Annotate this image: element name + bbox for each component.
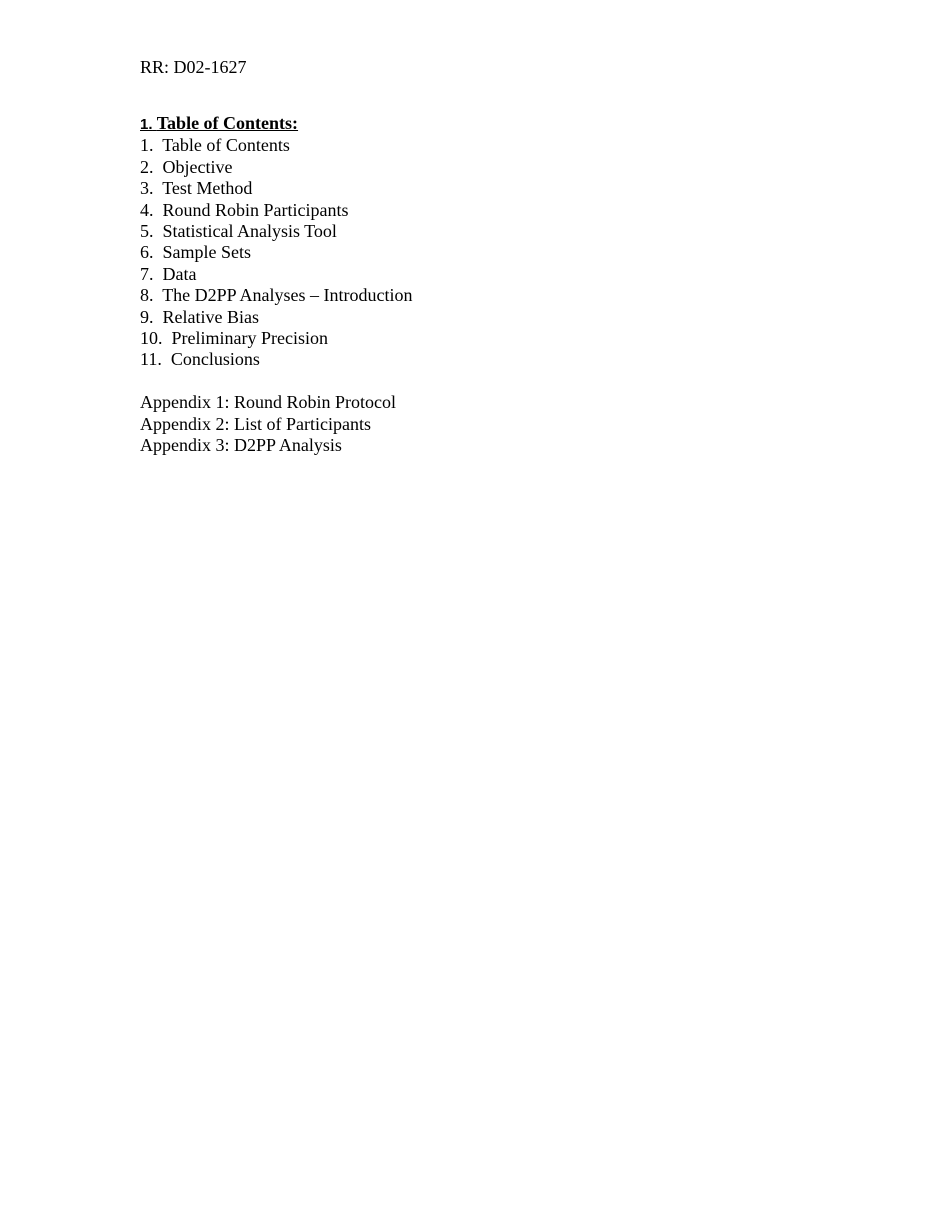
toc-heading-number: 1. (140, 116, 153, 133)
toc-item (140, 157, 413, 178)
toc-item-label: Conclusions (170, 349, 260, 370)
toc-heading-text: Table of Contents: (156, 113, 299, 133)
toc-item-label: Table of Contents (162, 135, 290, 156)
toc-item-label: Objective (162, 156, 233, 177)
toc-item (140, 135, 413, 156)
toc-item-number: 7. (140, 263, 154, 284)
toc-item (140, 285, 413, 306)
toc-item-number: 6. (140, 242, 154, 263)
toc-item-number: 8. (140, 285, 154, 306)
toc-item-number: 2. (140, 156, 154, 177)
toc-item-label: Sample Sets (162, 242, 251, 263)
toc-item (140, 307, 413, 328)
toc-item (140, 200, 413, 221)
toc-item (140, 328, 413, 349)
appendix-item: Appendix 3: D2PP Analysis (140, 435, 342, 456)
report-reference: RR: D02-1627 (140, 57, 247, 77)
toc-item-label: Data (162, 263, 197, 284)
toc-item-number: 1. (140, 135, 154, 156)
toc-item-label: Statistical Analysis Tool (162, 221, 337, 242)
toc-item-number: 10. (140, 328, 163, 349)
toc-item-number: 4. (140, 199, 154, 220)
appendix-list (140, 392, 413, 456)
toc-item (140, 242, 413, 263)
toc-item-label: Preliminary Precision (171, 328, 328, 349)
toc-item (140, 264, 413, 285)
toc-item-number: 5. (140, 221, 154, 242)
toc-item (140, 349, 413, 370)
toc-heading (140, 113, 413, 135)
appendix-item: Appendix 2: List of Participants (140, 413, 371, 434)
toc-item-label: The D2PP Analyses – Introduction (162, 285, 413, 306)
toc-item (140, 221, 413, 242)
toc-item-label: Relative Bias (162, 306, 259, 327)
toc-item-label: Round Robin Participants (162, 199, 349, 220)
toc-list (140, 135, 413, 370)
toc-item-number: 3. (140, 178, 154, 199)
appendix-item: Appendix 1: Round Robin Protocol (140, 392, 396, 413)
toc-item-number: 11. (140, 349, 162, 370)
toc-item-number: 9. (140, 306, 154, 327)
toc-item (140, 178, 413, 199)
toc-item-label: Test Method (162, 178, 253, 199)
table-of-contents (140, 113, 413, 456)
